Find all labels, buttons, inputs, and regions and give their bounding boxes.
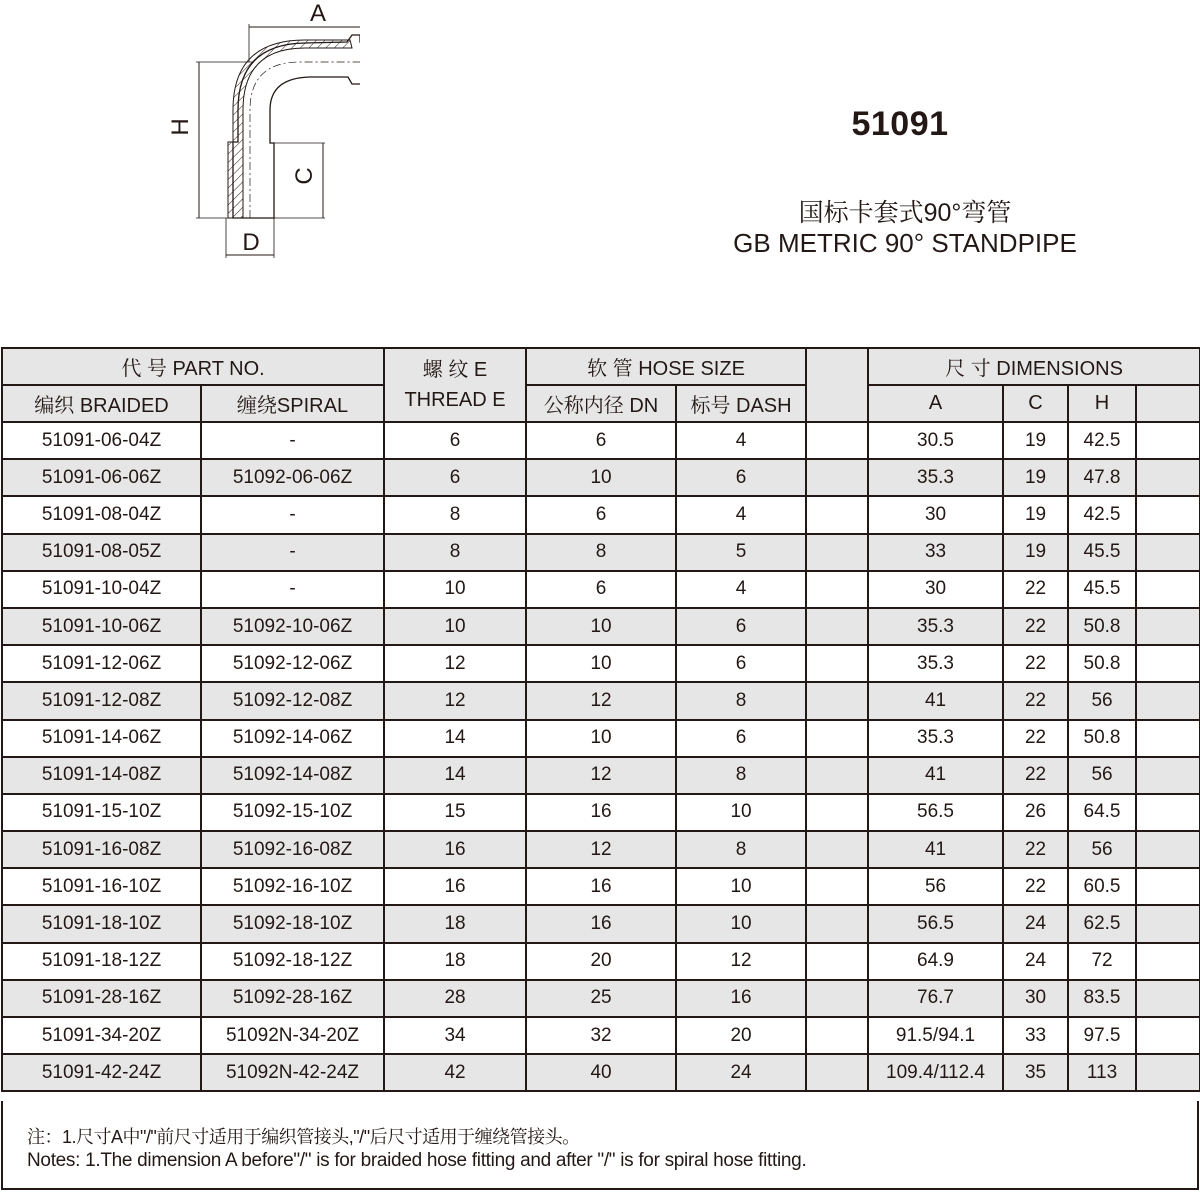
cell-dash: 5 [676,534,806,571]
header-blank [806,348,868,422]
cell-a: 56.5 [868,794,1003,831]
cell-spiral: 51092-15-10Z [201,794,384,831]
cell-a: 35.3 [868,645,1003,682]
dim-label-a: A [309,0,327,27]
cell-braided: 51091-15-10Z [2,794,201,831]
header-braided: 编织 BRAIDED [2,385,201,422]
cell-a: 33 [868,534,1003,571]
cell-h: 50.8 [1068,645,1136,682]
cell-braided: 51091-06-06Z [2,459,201,496]
cell-a: 41 [868,831,1003,868]
cell-braided: 51091-14-06Z [2,720,201,757]
spec-table [1,347,1200,1092]
cell-blank [806,794,868,831]
cell-thread: 10 [384,608,526,645]
cell-blank [1136,422,1200,459]
cell-spiral: 51092N-42-24Z [201,1054,384,1091]
cell-dn: 40 [526,1054,676,1091]
table-row [2,422,1200,459]
cell-dash: 4 [676,571,806,608]
note-chinese: 注：1.尺寸A中"/"前尺寸适用于编织管接头,"/"后尺寸适用于缠绕管接头。 [27,1127,580,1147]
cell-thread: 10 [384,571,526,608]
cell-blank [806,943,868,980]
cell-dn: 12 [526,682,676,719]
table-row [2,459,1200,496]
cell-dn: 16 [526,905,676,942]
cell-c: 19 [1003,534,1068,571]
cell-h: 45.5 [1068,571,1136,608]
cell-blank [1136,608,1200,645]
cell-dash: 24 [676,1054,806,1091]
cell-h: 113 [1068,1054,1136,1091]
cell-blank [1136,720,1200,757]
cell-h: 42.5 [1068,422,1136,459]
cell-h: 97.5 [1068,1017,1136,1054]
cell-blank [1136,831,1200,868]
cell-dn: 6 [526,422,676,459]
cell-c: 22 [1003,645,1068,682]
cell-spiral: 51092-16-08Z [201,831,384,868]
cell-c: 22 [1003,720,1068,757]
cell-a: 30.5 [868,422,1003,459]
table-row [2,980,1200,1017]
cell-braided: 51091-08-04Z [2,496,201,533]
cell-spiral: 51092-12-06Z [201,645,384,682]
cell-blank [806,720,868,757]
cell-a: 56 [868,868,1003,905]
cell-braided: 51091-10-06Z [2,608,201,645]
cell-blank [806,682,868,719]
cell-spiral: - [201,496,384,533]
cell-dn: 6 [526,496,676,533]
cell-c: 33 [1003,1017,1068,1054]
cell-c: 19 [1003,422,1068,459]
cell-spiral: 51092-12-08Z [201,682,384,719]
cell-c: 22 [1003,757,1068,794]
cell-blank [1136,980,1200,1017]
header-thread-en: THREAD E [404,389,506,411]
cell-braided: 51091-16-08Z [2,831,201,868]
header-dim-blank [1136,385,1200,422]
header-spiral: 缠绕SPIRAL [201,385,384,422]
table-row [2,831,1200,868]
table-row [2,645,1200,682]
cell-dash: 4 [676,422,806,459]
title-english: GB METRIC 90° STANDPIPE [733,228,1077,258]
cell-dn: 25 [526,980,676,1017]
cell-h: 56 [1068,757,1136,794]
cell-h: 83.5 [1068,980,1136,1017]
cell-c: 24 [1003,905,1068,942]
cell-dash: 4 [676,496,806,533]
cell-thread: 34 [384,1017,526,1054]
cell-thread: 18 [384,905,526,942]
cell-blank [1136,459,1200,496]
cell-c: 24 [1003,943,1068,980]
cell-dash: 6 [676,720,806,757]
header-part-no: 代 号 PART NO. [2,348,384,385]
cell-thread: 14 [384,757,526,794]
header-thread [384,348,526,422]
cell-blank [806,534,868,571]
cell-h: 60.5 [1068,868,1136,905]
cell-thread: 6 [384,459,526,496]
cell-h: 64.5 [1068,794,1136,831]
cell-blank [806,459,868,496]
cell-braided: 51091-34-20Z [2,1017,201,1054]
cell-blank [806,1054,868,1091]
cell-c: 22 [1003,868,1068,905]
cell-a: 91.5/94.1 [868,1017,1003,1054]
table-row [2,905,1200,942]
cell-spiral: 51092-14-08Z [201,757,384,794]
cell-h: 56 [1068,831,1136,868]
cell-dash: 6 [676,459,806,496]
cell-h: 62.5 [1068,905,1136,942]
header-dn: 公称内径 DN [526,385,676,422]
notes-box [1,1101,1199,1190]
cell-dash: 6 [676,645,806,682]
cell-h: 50.8 [1068,720,1136,757]
cell-blank [806,868,868,905]
cell-spiral: - [201,422,384,459]
cell-blank [1136,1017,1200,1054]
cell-a: 30 [868,571,1003,608]
model-number: 51091 [851,105,949,143]
cell-braided: 51091-12-06Z [2,645,201,682]
cell-blank [1136,571,1200,608]
cell-braided: 51091-14-08Z [2,757,201,794]
cell-dn: 16 [526,794,676,831]
cell-c: 22 [1003,608,1068,645]
cell-c: 26 [1003,794,1068,831]
cell-h: 47.8 [1068,459,1136,496]
table-row [2,794,1200,831]
elbow-fitting-drawing-icon [160,0,360,262]
cell-blank [806,496,868,533]
cell-blank [1136,496,1200,533]
cell-blank [1136,794,1200,831]
cell-dash: 10 [676,868,806,905]
cell-dash: 8 [676,757,806,794]
cell-blank [1136,682,1200,719]
cell-h: 45.5 [1068,534,1136,571]
cell-c: 19 [1003,459,1068,496]
cell-spiral: 51092-16-10Z [201,868,384,905]
cell-spiral: 51092N-34-20Z [201,1017,384,1054]
cell-blank [806,645,868,682]
cell-thread: 12 [384,682,526,719]
cell-blank [806,831,868,868]
cell-thread: 14 [384,720,526,757]
header-dash: 标号 DASH [676,385,806,422]
cell-spiral: 51092-14-06Z [201,720,384,757]
cell-blank [1136,645,1200,682]
cell-c: 30 [1003,980,1068,1017]
cell-braided: 51091-12-08Z [2,682,201,719]
cell-a: 41 [868,682,1003,719]
cell-c: 19 [1003,496,1068,533]
table-row [2,608,1200,645]
cell-spiral: 51092-10-06Z [201,608,384,645]
cell-thread: 8 [384,534,526,571]
dim-label-d: D [242,229,260,256]
cell-spiral: 51092-06-06Z [201,459,384,496]
header-dimensions: 尺 寸 DIMENSIONS [868,348,1200,385]
cell-dash: 8 [676,682,806,719]
header-row-1 [2,348,1200,385]
cell-blank [806,571,868,608]
header-dim-a: A [868,385,1003,422]
cell-thread: 28 [384,980,526,1017]
cell-thread: 16 [384,868,526,905]
cell-a: 76.7 [868,980,1003,1017]
cell-blank [806,905,868,942]
cell-h: 42.5 [1068,496,1136,533]
cell-thread: 12 [384,645,526,682]
cell-dn: 12 [526,831,676,868]
cell-dn: 10 [526,459,676,496]
header-row-2 [2,385,1200,422]
cell-a: 35.3 [868,608,1003,645]
cell-thread: 16 [384,831,526,868]
table-row [2,757,1200,794]
cell-blank [1136,1054,1200,1091]
cell-h: 72 [1068,943,1136,980]
cell-dn: 10 [526,645,676,682]
title-chinese: 国标卡套式90°弯管 [798,199,1012,227]
cell-thread: 15 [384,794,526,831]
cell-c: 22 [1003,571,1068,608]
cell-h: 50.8 [1068,608,1136,645]
table-row [2,496,1200,533]
cell-spiral: 51092-18-10Z [201,905,384,942]
cell-spiral: 51092-18-12Z [201,943,384,980]
table-row [2,943,1200,980]
cell-c: 22 [1003,831,1068,868]
cell-dn: 10 [526,720,676,757]
table-row [2,682,1200,719]
cell-spiral: - [201,534,384,571]
cell-a: 64.9 [868,943,1003,980]
cell-blank [806,1017,868,1054]
cell-a: 109.4/112.4 [868,1054,1003,1091]
cell-braided: 51091-28-16Z [2,980,201,1017]
cell-c: 22 [1003,682,1068,719]
header-hose-size: 软 管 HOSE SIZE [526,348,806,385]
cell-dn: 32 [526,1017,676,1054]
cell-a: 35.3 [868,459,1003,496]
cell-thread: 8 [384,496,526,533]
cell-dash: 12 [676,943,806,980]
table-row [2,720,1200,757]
cell-braided: 51091-10-04Z [2,571,201,608]
cell-dn: 8 [526,534,676,571]
cell-thread: 18 [384,943,526,980]
cell-braided: 51091-18-10Z [2,905,201,942]
cell-dn: 16 [526,868,676,905]
cell-blank [806,980,868,1017]
cell-blank [1136,943,1200,980]
cell-braided: 51091-08-05Z [2,534,201,571]
cell-braided: 51091-18-12Z [2,943,201,980]
cell-dn: 6 [526,571,676,608]
cell-a: 56.5 [868,905,1003,942]
dim-label-h: H [167,118,194,136]
cell-h: 56 [1068,682,1136,719]
cell-blank [806,422,868,459]
table-row [2,1054,1200,1091]
cell-dn: 12 [526,757,676,794]
header-dim-h: H [1068,385,1136,422]
cell-a: 41 [868,757,1003,794]
cell-dash: 20 [676,1017,806,1054]
header-thread-cn: 螺 纹 E [422,359,488,381]
header-dim-c: C [1003,385,1068,422]
table-row [2,534,1200,571]
cell-blank [806,757,868,794]
cell-dash: 10 [676,794,806,831]
cell-dn: 20 [526,943,676,980]
cell-dash: 8 [676,831,806,868]
cell-c: 35 [1003,1054,1068,1091]
cell-a: 35.3 [868,720,1003,757]
table-row [2,1017,1200,1054]
table-row [2,868,1200,905]
cell-dash: 10 [676,905,806,942]
cell-blank [1136,534,1200,571]
table-row [2,571,1200,608]
cell-blank [1136,757,1200,794]
cell-braided: 51091-16-10Z [2,868,201,905]
dim-label-c: C [291,167,318,185]
cell-dash: 16 [676,980,806,1017]
cell-dn: 10 [526,608,676,645]
cell-blank [1136,905,1200,942]
cell-braided: 51091-42-24Z [2,1054,201,1091]
cell-thread: 42 [384,1054,526,1091]
cell-a: 30 [868,496,1003,533]
cell-blank [1136,868,1200,905]
cell-blank [806,608,868,645]
cell-braided: 51091-06-04Z [2,422,201,459]
cell-thread: 6 [384,422,526,459]
cell-spiral: - [201,571,384,608]
cell-dash: 6 [676,608,806,645]
cell-spiral: 51092-28-16Z [201,980,384,1017]
note-english: Notes: 1.The dimension A before"/" is for braided hose fitting and after "/" is for spiral hose fitting. [27,1150,807,1171]
